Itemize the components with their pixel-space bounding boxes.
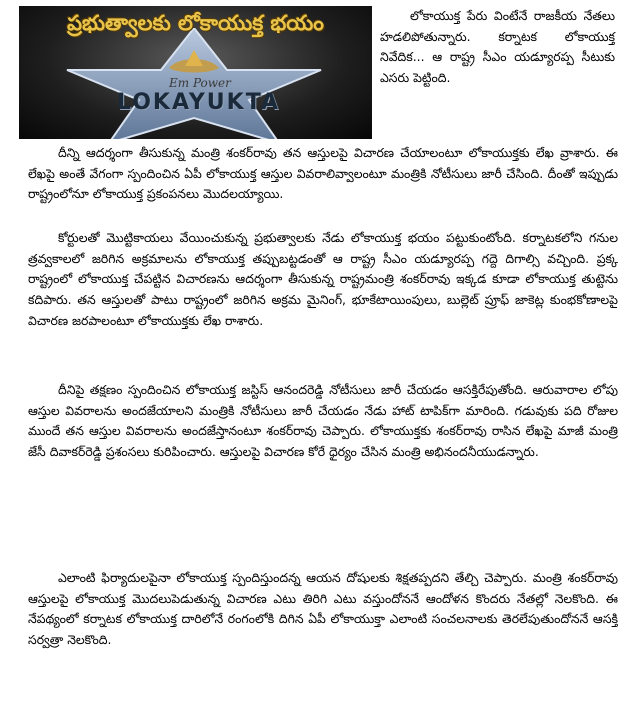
paragraph-5: ఎలాంటి ఫిర్యాదులపైనా లోకాయుక్త స్పందిస్తుందన్న ఆయన దోషులకు శిక్షతప్పదని తేల్చి చెప్పారు. మంత్రి శంకర్‌రావు ఆస్తులపై లోకాయుక్త మొదలుపెడుతున్న విచారణ ఎటు తిరిగి ఎటు వస్తుందోననే ఆందోళన కొందరు నేతల్లో నెలకొంది. ఈ నేపథ్యంలో కర్నాటక లోకాయుక్త దారిలోనే రంగంలోకి దిగిన ఏపీ లోకాయుక్తా ఎలాంటి సంచలనాలకు తెరలేపుతుందోననే ఆసక్తి సర్వత్రా నెలకొంది. bbox=[28, 570, 618, 648]
banner-subtitle: Em Power bbox=[169, 76, 231, 90]
paragraph-4: దీనిపై తక్షణం స్పందించిన లోకాయుక్త జస్టిస్ ఆనందరెడ్డి నోటీసులు జారీ చేయడం ఆసక్తిరేపుతోంది. ఆరువారాల లోపు ఆస్తుల వివరాలను అందజేయాలని మంత్రికి నోటీసులు జారీ చేయడం నేడు హాట్ టాపిక్‌గా మారింది. గడువుకు పది రోజుల ముందే తన ఆస్తుల వివరాలను అందజేస్తానంటూ శంకర్‌రావు చెప్పారు. లోకాయుక్తకు శంకర్‌రావు రాసిన లేఖపై మాజీ మంత్రి జేసీ దివాకర్‌రెడ్డి ప్రశంసలు కురిపించారు. ఆస్తులపై విచారణ కోరే ధైర్యం చేసిన మంత్రి అభినందనీయుడన్నారు. bbox=[28, 382, 618, 460]
paragraph-intro: లోకాయుక్త పేరు వింటేనే రాజకీయ నేతలు హడలిపోతున్నారు. కర్నాటక లోకాయుక్త నివేదిక... ఆ రాష్ట్ర సీఎం యడ్యూరప్ప సీటుకు ఎసరు పెట్టింది. bbox=[380, 8, 615, 86]
banner-brand-text: LOKAYUKTA bbox=[116, 90, 281, 115]
banner-title: ప్రభుత్వాలకు లోకాయుక్త భయం bbox=[67, 10, 324, 35]
paragraph-3: కోర్టులతో మొట్టికాయలు వేయించుకున్న ప్రభుత్వాలకు నేడు లోకాయుక్త భయం పట్టుకుంటోంది. కర్నాటకలోని గనుల త్రవ్వకాలలో జరిగిన అక్రమాలను లోకాయుక్త తప్పుబట్టడంతో ఆ రాష్ట్ర సీఎం యడ్యూరప్ప గద్దె దిగాల్సి వచ్చింది. ప్రక్క రాష్ట్రంలో లోకాయుక్త చేపట్టిన విచారణను ఆదర్శంగా తీసుకున్న రాష్ట్రమంత్రి శంకర్‌రావు ఇక్కడ కూడా లోకాయుక్త తుట్టెను కదిపారు. తన ఆస్తులతో పాటు రాష్ట్రంలో జరిగిన అక్రమ మైనింగ్, భూకేటాయింపులు, బుల్లెట్ ప్రూఫ్ జాకెట్ల కుంభకోణాలపై విచారణ జరపాలంటూ లోకాయుక్తకు లేఖ రాశారు. bbox=[28, 230, 618, 328]
paragraph-2: దీన్ని ఆదర్శంగా తీసుకున్న మంత్రి శంకర్‌రావు తన ఆస్తులపై విచారణ చేయాలంటూ లోకాయుక్తకు లేఖ వ్రాశారు. ఈ లేఖపై అంతే వేగంగా స్పందించిన ఏపీ లోకాయుక్త ఆస్తుల వివరాలివ్వాలంటూ మంత్రికి నోటీసులు జారీ చేసింది. దీంతో ఇప్పుడు రాష్ట్రంలోనూ లోకాయుక్త ప్రకంపనలు మొదలయ్యాయి. bbox=[28, 145, 618, 202]
lokayukta-banner-image bbox=[19, 6, 372, 139]
